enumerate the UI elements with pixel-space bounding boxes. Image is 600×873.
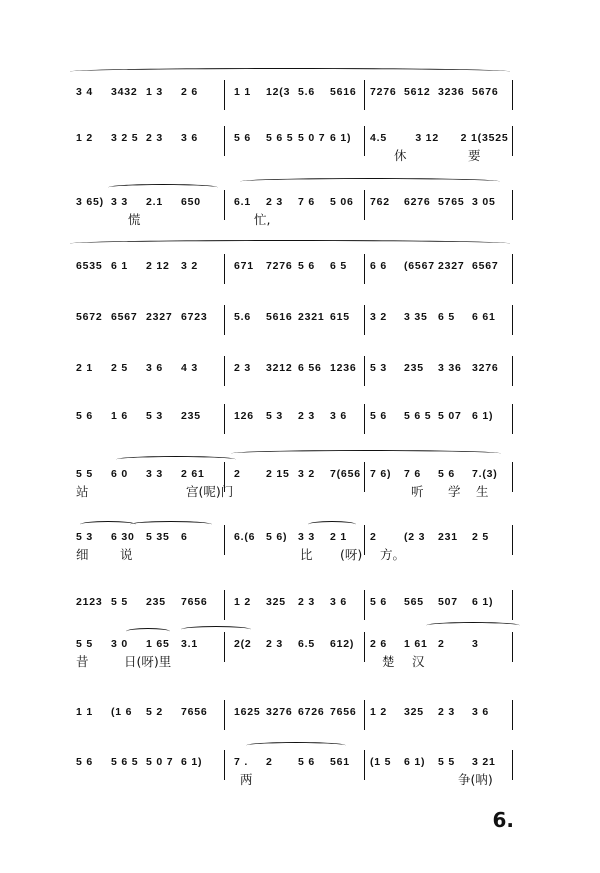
note-group: 2(2 [234, 638, 252, 650]
note-group: 5 3 [146, 410, 163, 422]
note-group: 235 [146, 596, 166, 608]
note-group: (1 6 [111, 706, 133, 718]
note-group: 6 61 [472, 311, 496, 323]
note-group: 2 61 [181, 468, 205, 480]
note-group: 2 [370, 531, 377, 543]
note-group: 5 3 [266, 410, 283, 422]
bar-line [512, 632, 513, 662]
bar-line [364, 254, 365, 284]
note-group: 6 1) [181, 756, 203, 768]
note-group: 5 6 5 [111, 756, 139, 768]
bar-line [364, 404, 365, 434]
bar-line [512, 305, 513, 335]
bar-line [364, 190, 365, 220]
note-group: 3 36 [438, 362, 462, 374]
note-group: 235 [181, 410, 201, 422]
note-group: 3 [472, 638, 479, 650]
score-line [76, 404, 520, 434]
bar-line [364, 80, 365, 110]
note-group: 325 [266, 596, 286, 608]
bar-line [364, 462, 365, 492]
note-group: 5 5 [76, 468, 93, 480]
bar-line [512, 525, 513, 555]
note-group: 6726 [298, 706, 325, 718]
lyric-text: 争(呐) [458, 772, 493, 787]
bar-line [512, 590, 513, 620]
lyric-text: 学 [448, 484, 461, 499]
lyric-text: 细 [76, 547, 89, 562]
note-group: 3.1 [181, 638, 198, 650]
note-group: 5 6 [298, 756, 315, 768]
note-group: 6.1 [234, 196, 251, 208]
slur-arc [80, 521, 136, 528]
bar-line [224, 190, 225, 220]
bar-line [364, 305, 365, 335]
note-group: 7(656 [330, 468, 361, 480]
score-line [76, 126, 520, 163]
lyric-text: 昔 [76, 654, 89, 669]
note-group: 6276 [404, 196, 431, 208]
note-group: 7 6) [370, 468, 392, 480]
note-group: 6 [181, 531, 188, 543]
note-group: 6 6 [370, 260, 387, 272]
note-group: 615 [330, 311, 350, 323]
note-group: 235 [404, 362, 424, 374]
note-group: 6567 [472, 260, 499, 272]
bar-line [224, 632, 225, 662]
note-group: 5 0 7 [146, 756, 174, 768]
slur-arc [70, 68, 510, 75]
lyric-text: 休 [394, 148, 407, 163]
lyric-text: 要 [468, 148, 481, 163]
note-group: 6.5 [298, 638, 315, 650]
note-group: 7 6 [298, 196, 315, 208]
slur-arc [426, 622, 520, 629]
slur-arc [116, 456, 236, 463]
note-group: 12(3 [266, 86, 291, 98]
score-line [76, 305, 520, 335]
note-group: 5676 [472, 86, 499, 98]
slur-arc [130, 521, 212, 528]
note-group: 2 1 [330, 531, 347, 543]
note-group: 7 6 [404, 468, 421, 480]
note-group: 6 5 [330, 260, 347, 272]
note-group: 6535 [76, 260, 103, 272]
slur-arc [108, 184, 218, 191]
note-group: 3 65) [76, 196, 104, 208]
note-group: 2321 [298, 311, 325, 323]
note-group: 2 3 [298, 596, 315, 608]
lyric-text: 楚 [382, 654, 395, 669]
note-group: 5 6 [76, 756, 93, 768]
note-group: 2 5 [472, 531, 489, 543]
note-group: 3 6 [330, 410, 347, 422]
note-group: 2327 [438, 260, 465, 272]
note-group: 5 6 [298, 260, 315, 272]
bar-line [364, 525, 365, 555]
bar-line [224, 126, 225, 156]
note-group: 6 56 [298, 362, 322, 374]
note-group: 2 [234, 468, 241, 480]
note-group: 3 6 [146, 362, 163, 374]
note-group: 3 6 [181, 132, 198, 144]
note-group: 1 61 [404, 638, 428, 650]
note-group: 4 3 [181, 362, 198, 374]
note-group: 5 0 7 [298, 132, 326, 144]
note-group: 5 2 [146, 706, 163, 718]
bar-line [512, 254, 513, 284]
bar-line [224, 305, 225, 335]
note-group: 5 3 [76, 531, 93, 543]
lyric-text: 生 [476, 484, 489, 499]
bar-line [512, 356, 513, 386]
note-group: 3 3 [146, 468, 163, 480]
slur-arc [231, 450, 501, 457]
note-group: 5 5 [76, 638, 93, 650]
score-line [76, 632, 520, 669]
note-group: 7.(3) [472, 468, 498, 480]
note-group: 5 6 5 [404, 410, 432, 422]
note-group: 2 6 [370, 638, 387, 650]
note-group: 1 6 [111, 410, 128, 422]
slur-arc [70, 240, 510, 247]
score-line [76, 190, 520, 227]
lyric-text: 比 [300, 547, 313, 562]
note-group: 5 5 [111, 596, 128, 608]
page-number: 6. [492, 808, 514, 832]
note-group: 2 3 [266, 638, 283, 650]
note-group: 2 3 [438, 706, 455, 718]
bar-line [512, 80, 513, 110]
note-group: 7276 [370, 86, 397, 98]
note-group: 6 1) [404, 756, 426, 768]
note-group: 3212 [266, 362, 293, 374]
note-group: 2 [438, 638, 445, 650]
note-group: 5672 [76, 311, 103, 323]
note-group: 2123 [76, 596, 103, 608]
lyric-text: 说 [120, 547, 133, 562]
bar-line [512, 750, 513, 780]
note-group: 5 6 [76, 410, 93, 422]
note-group: 6.(6 [234, 531, 256, 543]
note-group: 3 2 [298, 468, 315, 480]
lyric-text: 方。 [380, 547, 406, 562]
note-group: 5 5 [438, 756, 455, 768]
note-group: 2 3 [266, 196, 283, 208]
bar-line [364, 632, 365, 662]
note-group: 671 [234, 260, 254, 272]
note-group: 5 6 [234, 132, 251, 144]
note-group: 6 1) [330, 132, 352, 144]
bar-line [364, 356, 365, 386]
note-group: 6723 [181, 311, 208, 323]
bar-line [512, 190, 513, 220]
note-group: 1 1 [234, 86, 251, 98]
note-group: 7656 [181, 706, 208, 718]
note-group: 650 [181, 196, 201, 208]
note-group: 4.5 [370, 132, 387, 144]
note-group: 3 6 [472, 706, 489, 718]
note-group: 2 5 [111, 362, 128, 374]
bar-line [364, 700, 365, 730]
note-group: 1625 [234, 706, 261, 718]
note-group: 5616 [266, 311, 293, 323]
bar-line [224, 356, 225, 386]
lyric-text: 宫(呢)门 [186, 484, 234, 499]
note-group: 126 [234, 410, 254, 422]
note-group: 5 3 [370, 362, 387, 374]
note-group: 5 6 [370, 596, 387, 608]
note-group: 1 65 [146, 638, 170, 650]
note-group: 5 35 [146, 531, 170, 543]
slur-arc [181, 626, 251, 633]
note-group: 2 3 [234, 362, 251, 374]
bar-line [224, 700, 225, 730]
note-group: 5 6 5 [266, 132, 294, 144]
note-group: (6567 [404, 260, 435, 272]
note-group: 561 [330, 756, 350, 768]
note-group: 5 6 [438, 468, 455, 480]
bar-line [512, 700, 513, 730]
note-group: 3 3 [111, 196, 128, 208]
bar-line [512, 462, 513, 492]
note-group: 565 [404, 596, 424, 608]
note-group: 2 3 [146, 132, 163, 144]
note-group: (1 5 [370, 756, 392, 768]
note-group: 5 06 [330, 196, 354, 208]
note-group: 325 [404, 706, 424, 718]
lyric-text: 慌 [128, 212, 141, 227]
lyric-text: 两 [240, 772, 253, 787]
slur-arc [246, 742, 346, 749]
slur-arc [308, 521, 356, 528]
bar-line [224, 254, 225, 284]
note-group: 2 6 [181, 86, 198, 98]
note-group: 2 15 [266, 468, 290, 480]
note-group: 2327 [146, 311, 173, 323]
bar-line [364, 126, 365, 156]
note-group: 3276 [472, 362, 499, 374]
note-group: 3276 [266, 706, 293, 718]
slur-arc [240, 178, 500, 185]
note-group: 2 1 [76, 362, 93, 374]
score-line [76, 356, 520, 386]
note-group: 231 [438, 531, 458, 543]
bar-line [364, 750, 365, 780]
lyric-text: 站 [76, 484, 89, 499]
note-group: 6 1) [472, 596, 494, 608]
note-group: 7 . [234, 756, 249, 768]
note-group: 3 2 [370, 311, 387, 323]
note-group: 3 3 [298, 531, 315, 543]
lyric-text: (呀) [340, 547, 363, 562]
note-group: 5612 [404, 86, 431, 98]
note-group: 1 3 [146, 86, 163, 98]
note-group: 7276 [266, 260, 293, 272]
lyric-text: 汉 [412, 654, 425, 669]
note-group: 1 2 [76, 132, 93, 144]
note-group: 2 1(3525 [460, 132, 509, 144]
note-group: 3 4 [76, 86, 93, 98]
bar-line [512, 126, 513, 156]
bar-line [512, 404, 513, 434]
note-group: 6 1) [472, 410, 494, 422]
score-line [76, 462, 520, 499]
score-line [76, 590, 520, 620]
note-group: 3 0 [111, 638, 128, 650]
note-group: 5.6 [234, 311, 251, 323]
note-group: 6567 [111, 311, 138, 323]
bar-line [224, 80, 225, 110]
bar-line [364, 590, 365, 620]
note-group: 1 2 [370, 706, 387, 718]
note-group: 1 2 [234, 596, 251, 608]
note-group: 7656 [330, 706, 357, 718]
lyric-text: 忙, [254, 212, 271, 227]
note-group: 5616 [330, 86, 357, 98]
note-group: 1 1 [76, 706, 93, 718]
note-group: 612) [330, 638, 355, 650]
note-group: 3 12 [415, 132, 439, 144]
note-group: 3 6 [330, 596, 347, 608]
slur-arc [126, 628, 170, 635]
note-group: 5 07 [438, 410, 462, 422]
note-group: 507 [438, 596, 458, 608]
note-group: 3 05 [472, 196, 496, 208]
note-group: 6 0 [111, 468, 128, 480]
note-group: 3236 [438, 86, 465, 98]
note-group: 1236 [330, 362, 357, 374]
note-group: 6 1 [111, 260, 128, 272]
score-line [76, 254, 520, 284]
score-line [76, 80, 520, 110]
score-line [76, 525, 520, 562]
note-group: 2 [266, 756, 273, 768]
lyric-text: 听 [411, 484, 424, 499]
bar-line [224, 525, 225, 555]
note-group: 6 5 [438, 311, 455, 323]
note-group: 2.1 [146, 196, 163, 208]
note-group: 2 3 [298, 410, 315, 422]
note-group: 5.6 [298, 86, 315, 98]
note-group: 2 12 [146, 260, 170, 272]
bar-line [224, 590, 225, 620]
note-group: 5 6 [370, 410, 387, 422]
note-group: 6 30 [111, 531, 135, 543]
note-group: (2 3 [404, 531, 426, 543]
note-group: 3 35 [404, 311, 428, 323]
note-group: 5765 [438, 196, 465, 208]
score-line [76, 750, 520, 787]
note-group: 762 [370, 196, 390, 208]
lyric-text: 日(呀)里 [124, 654, 172, 669]
note-group: 3 21 [472, 756, 496, 768]
note-group: 3 2 [181, 260, 198, 272]
bar-line [224, 404, 225, 434]
bar-line [224, 750, 225, 780]
note-group: 3432 [111, 86, 138, 98]
note-group: 5 6) [266, 531, 288, 543]
note-group: 3 2 5 [111, 132, 139, 144]
score-line [76, 700, 520, 730]
note-group: 7656 [181, 596, 208, 608]
